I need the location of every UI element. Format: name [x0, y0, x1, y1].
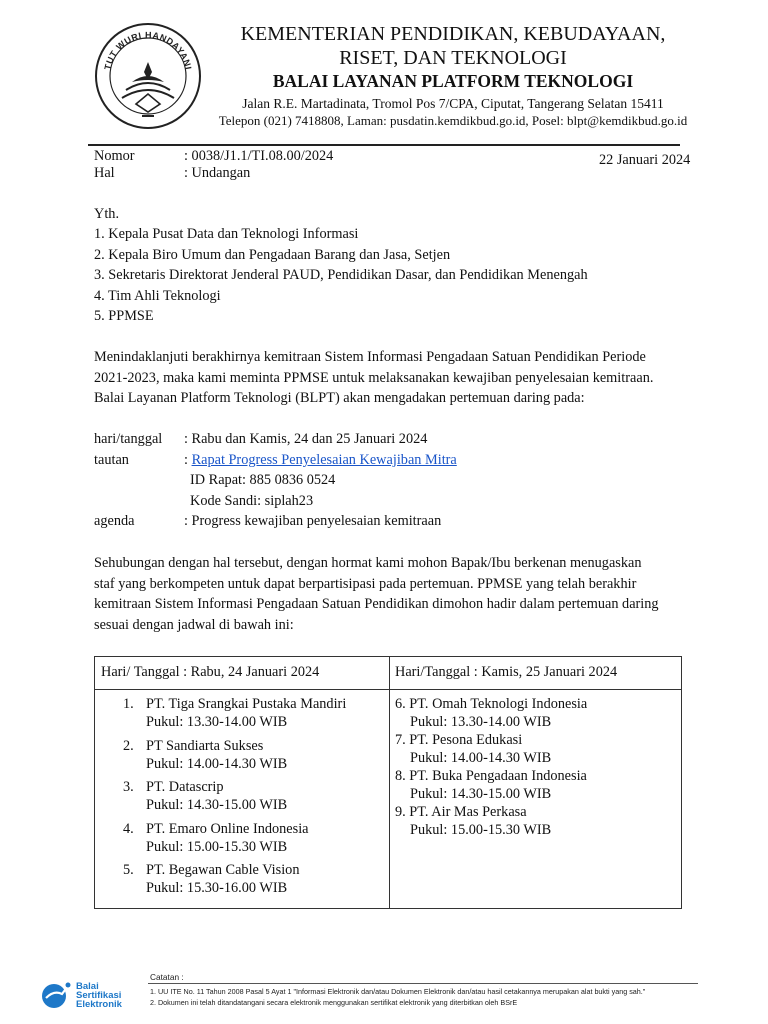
- nomor-label: Nomor: [94, 148, 135, 164]
- list-item-number: 1.: [123, 696, 134, 712]
- company-time: Pukul: 13.30-14.00 WIB: [146, 714, 288, 730]
- footer-note: 2. Dokumen ini telah ditandatangani secara elektronik menggunakan sertifikat elektronik yang diterbitkan oleh BSrE: [150, 998, 518, 1007]
- footer-note: 1. UU ITE No. 11 Tahun 2008 Pasal 5 Ayat 1 "Informasi Elektronik dan/atau Dokumen Elektronik dan/atau hasil cetakannya merupakan alat bukti yang sah.": [150, 987, 646, 996]
- paragraph-line: Menindaklanjuti berakhirnya kemitraan Sistem Informasi Pengadaan Satuan Pendidikan Periode: [94, 349, 646, 365]
- link-colon: :: [184, 452, 188, 468]
- company-name: 7. PT. Pesona Edukasi: [395, 732, 523, 748]
- recipient-item: 1. Kepala Pusat Data dan Teknologi Informasi: [94, 226, 359, 242]
- event-date-value: : Rabu dan Kamis, 24 dan 25 Januari 2024: [184, 431, 428, 447]
- company-time: Pukul: 14.00-14.30 WIB: [410, 750, 552, 766]
- paragraph-line: sesuai dengan jadwal di bawah ini:: [94, 617, 294, 633]
- paragraph-line: Balai Layanan Platform Teknologi (BLPT) akan mengadakan pertemuan daring pada:: [94, 390, 585, 406]
- list-item-number: 4.: [123, 821, 134, 837]
- meeting-id: ID Rapat: 885 0836 0524: [190, 472, 336, 488]
- footer-divider: [148, 983, 698, 984]
- list-item-number: 5.: [123, 862, 134, 878]
- agency-address: Jalan R.E. Martadinata, Tromol Pos 7/CPA, Ciputat, Tangerang Selatan 15411: [242, 96, 664, 111]
- paragraph-line: Sehubungan dengan hal tersebut, dengan hormat kami mohon Bapak/Ibu berkenan menugaskan: [94, 555, 642, 571]
- hal-label: Hal: [94, 165, 115, 181]
- company-name: PT. Datascrip: [146, 779, 224, 795]
- meeting-link[interactable]: Rapat Progress Penyelesaian Kewajiban Mitra: [191, 452, 457, 468]
- company-time: Pukul: 14.30-15.00 WIB: [410, 786, 552, 802]
- tut-wuri-handayani-emblem-icon: [92, 20, 204, 132]
- paragraph-line: 2021-2023, maka kami meminta PPMSE untuk melaksanakan kewajiban penyelesaian kemitraan.: [94, 370, 654, 386]
- meeting-passcode: Kode Sandi: siplah23: [190, 493, 314, 509]
- svg-text:TUT WURI HANDAYANI: TUT WURI HANDAYANI: [102, 29, 194, 71]
- letter-date: 22 Januari 2024: [599, 152, 691, 168]
- schedule-header-thursday: Hari/Tanggal : Kamis, 25 Januari 2024: [395, 664, 618, 680]
- company-name: 8. PT. Buka Pengadaan Indonesia: [395, 768, 587, 784]
- schedule-header-wednesday: Hari/ Tanggal : Rabu, 24 Januari 2024: [101, 664, 320, 680]
- recipient-item: 4. Tim Ahli Teknologi: [94, 288, 221, 304]
- company-name: PT. Tiga Srangkai Pustaka Mandiri: [146, 696, 347, 712]
- list-item-number: 2.: [123, 738, 134, 754]
- bsre-name-line1: Balai: [76, 981, 99, 992]
- nomor-value: : 0038/J1.1/TI.08.00/2024: [184, 148, 334, 164]
- greeting: Yth.: [94, 206, 120, 222]
- agenda-label: agenda: [94, 513, 135, 529]
- bsre-name-line3: Elektronik: [76, 999, 122, 1010]
- recipient-item: 5. PPMSE: [94, 308, 154, 324]
- company-time: Pukul: 14.00-14.30 WIB: [146, 756, 288, 772]
- recipient-item: 3. Sekretaris Direktorat Jenderal PAUD, Pendidikan Dasar, dan Pendidikan Menengah: [94, 267, 588, 283]
- hal-value: : Undangan: [184, 165, 251, 181]
- list-item-number: 3.: [123, 779, 134, 795]
- event-date-label: hari/tanggal: [94, 431, 163, 447]
- schedule-table: [94, 656, 682, 909]
- agency-name: BALAI LAYANAN PLATFORM TEKNOLOGI: [272, 71, 634, 91]
- ministry-name-line1: KEMENTERIAN PENDIDIKAN, KEBUDAYAAN,: [240, 23, 666, 45]
- company-name: PT Sandiarta Sukses: [146, 738, 264, 754]
- table-divider: [389, 657, 390, 908]
- company-time: Pukul: 15.00-15.30 WIB: [410, 822, 552, 838]
- ministry-name-line2: RISET, DAN TEKNOLOGI: [339, 47, 567, 69]
- agency-contact: Telepon (021) 7418808, Laman: pusdatin.kemdikbud.go.id, Posel: blpt@kemdikbud.go.id: [218, 113, 688, 128]
- bsre-logo-icon: [40, 980, 72, 1010]
- company-time: Pukul: 13.30-14.00 WIB: [410, 714, 552, 730]
- company-time: Pukul: 15.30-16.00 WIB: [146, 880, 288, 896]
- bsre-name-line2: Sertifikasi: [76, 990, 122, 1001]
- event-link-row: [184, 450, 457, 471]
- event-link-label: tautan: [94, 452, 129, 468]
- company-name: PT. Emaro Online Indonesia: [146, 821, 309, 837]
- paragraph-line: kemitraan Sistem Informasi Pengadaan Satuan Pendidikan dimohon hadir dalam pertemuan daring: [94, 596, 659, 612]
- company-time: Pukul: 15.00-15.30 WIB: [146, 839, 288, 855]
- agenda-value: : Progress kewajiban penyelesaian kemitraan: [184, 513, 442, 529]
- company-name: 6. PT. Omah Teknologi Indonesia: [395, 696, 588, 712]
- recipient-item: 2. Kepala Biro Umum dan Pengadaan Barang dan Jasa, Setjen: [94, 247, 451, 263]
- notes-title: Catatan :: [150, 972, 184, 982]
- company-name: PT. Begawan Cable Vision: [146, 862, 300, 878]
- company-time: Pukul: 14.30-15.00 WIB: [146, 797, 288, 813]
- letterhead-divider: [88, 144, 680, 146]
- table-divider: [95, 689, 681, 690]
- paragraph-line: staf yang berkompeten untuk dapat berpartisipasi pada pertemuan. PPMSE yang telah berakhir: [94, 576, 637, 592]
- company-name: 9. PT. Air Mas Perkasa: [395, 804, 527, 820]
